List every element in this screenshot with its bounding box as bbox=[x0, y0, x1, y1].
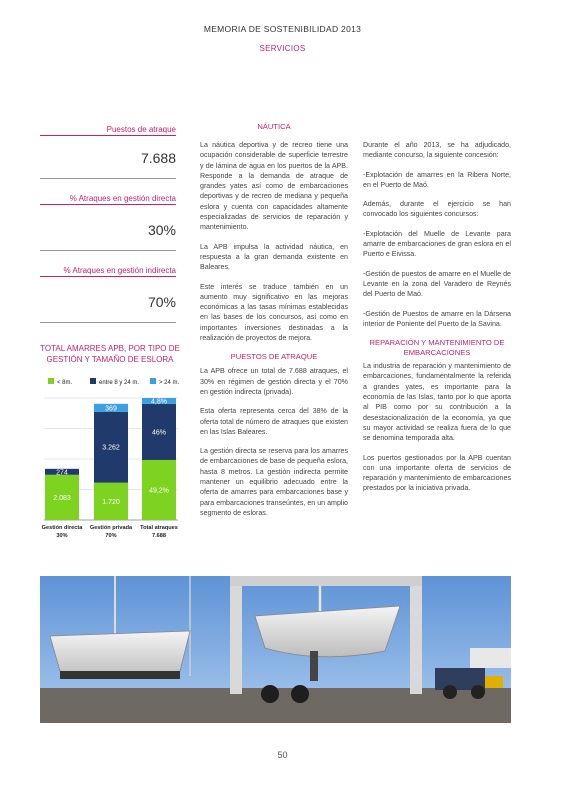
paragraph: -Explotación de amarres en la Ribera Norte, en el Puerto de Maó. bbox=[363, 170, 511, 189]
data-label: 369 bbox=[105, 405, 117, 413]
travel-lift-post bbox=[230, 576, 242, 694]
column-nautica bbox=[200, 122, 348, 527]
chart-svg bbox=[40, 370, 180, 545]
paragraph: -Gestión de puestos de amarre en el Muelle de Levante en la zona del Varadero de Reynés del Puerto de Maó. bbox=[363, 269, 511, 299]
legend-label: entre 8 y 24 m. bbox=[99, 380, 140, 386]
legend-swatch bbox=[150, 378, 156, 384]
category-label: Gestión privada bbox=[89, 525, 133, 531]
heading-puestos-atraque: PUESTOS DE ATRAQUE bbox=[230, 352, 318, 362]
boat-keel-left bbox=[60, 671, 180, 679]
stat-value-direct: 30% bbox=[147, 222, 176, 238]
paragraph: La industria de reparación y mantenimiento de embarcaciones, fundamentalmente la referida a grandes yates, es importante para la economía de las Islas, tanto por lo que aporta al PIB como por su contribución a la desestacionalización de la economía, ya que su mayor actividad se realiza fuera de lo que se denomina temporada alta. bbox=[363, 362, 511, 443]
paragraph: La náutica deportiva y de recreo tiene una ocupación considerable de superficie terrestre y de lámina de agua en los puertos de la APB. Responde a la demanda de atraque de grandes yates así como de embarcaciones deportivas y de recreo de mediana y pequeña eslora y cuenta con capacidades altamente especializadas de servicios de reparación y mantenimiento. bbox=[200, 141, 348, 232]
chart-title: TOTAL AMARRES APB, POR TIPO DE GESTIÓN Y TAMAÑO DE ESLORA bbox=[40, 344, 180, 364]
paragraph: Además, durante el ejercicio se han convocado los siguientes concursos: bbox=[363, 200, 511, 219]
wheel bbox=[291, 685, 309, 703]
paragraph: Durante el año 2013, se ha adjudicado, mediante concurso, la siguiente concesión: bbox=[363, 141, 511, 160]
paragraph: La APB impulsa la actividad náutica, en respuesta a la gran demanda existente en Baleares. bbox=[200, 242, 348, 272]
paragraph: -Explotación del Muelle de Levante para amarre de embarcaciones de gran eslora en el Puerto e Eivissa. bbox=[363, 229, 511, 259]
paragraph: Los puertos gestionados por la APB cuentan con una importante oferta de servicios de reparación y mantenimiento de embarcaciones prestados por la iniciativa privada. bbox=[363, 453, 511, 493]
legend-swatch bbox=[90, 378, 96, 384]
data-label: 46% bbox=[151, 429, 167, 437]
legend-swatch bbox=[48, 378, 54, 384]
data-label: 49,2% bbox=[149, 487, 169, 495]
paragraph: La APB ofrece un total de 7.688 atraques, el 30% en régimen de gestión directa y el 70% en gestión indirecta (privada). bbox=[200, 367, 348, 396]
legend-label: < 8m. bbox=[57, 380, 73, 386]
travel-lift-beam bbox=[230, 576, 422, 586]
forklift bbox=[485, 676, 503, 688]
boat-keel-right bbox=[310, 651, 318, 681]
travel-lift-post bbox=[410, 576, 422, 694]
wheel bbox=[471, 685, 485, 699]
category-label: 70% bbox=[105, 533, 117, 539]
stat-label-direct: % Atraques en gestión directa bbox=[40, 194, 176, 205]
heading-reparacion: REPARACIÓN Y MANTENIMIENTO DE EMBARCACIONES bbox=[369, 338, 505, 358]
heading-nautica: NÁUTICA bbox=[257, 122, 291, 131]
paragraph: Esta oferta representa cerca del 38% de la oferta total de número de atraques que existen en las Islas Baleares. bbox=[200, 407, 348, 436]
stat-label-berths: Puestos de atraque bbox=[40, 125, 176, 136]
category-label: 30% bbox=[56, 533, 68, 539]
category-label: 7.688 bbox=[152, 533, 166, 539]
boatyard-illustration bbox=[40, 576, 511, 723]
wheel bbox=[443, 685, 457, 699]
stat-divider bbox=[40, 322, 176, 323]
paragraph: -Gestión de Puestos de amarre en la Dársena interior de Poniente del Puerto de la Savina. bbox=[363, 309, 511, 328]
legend-label: > 24 m. bbox=[159, 380, 180, 386]
data-label: 274 bbox=[56, 469, 68, 477]
section-title: SERVICIOS bbox=[259, 44, 306, 53]
boatyard-photo bbox=[40, 576, 511, 723]
stat-value-indirect: 70% bbox=[147, 294, 176, 310]
data-label: 4,8% bbox=[151, 398, 167, 406]
wheel bbox=[261, 685, 279, 703]
category-label: Total atraques bbox=[140, 525, 178, 531]
stat-divider bbox=[40, 250, 176, 251]
data-label: 2.083 bbox=[53, 494, 71, 502]
column-concesiones bbox=[363, 140, 511, 503]
stacked-bar-chart bbox=[40, 370, 180, 545]
building bbox=[470, 648, 511, 668]
stat-label-indirect: % Atraques en gestión indirecta bbox=[40, 266, 176, 277]
data-label: 3.262 bbox=[102, 444, 120, 452]
category-label: Gestión directa bbox=[41, 525, 83, 531]
document-title: MEMORIA DE SOSTENIBILIDAD 2013 bbox=[203, 24, 362, 34]
paragraph: La gestión directa se reserva para los amarres de embarcaciones de base de pequeña eslora, hasta 8 metros. La gestión indirecta permite mantener un equilibrio adecuado entre la oferta de amarres para embarcaciones base y para embarcaciones transeúntes, en un amplio segmento de esloras. bbox=[200, 447, 348, 517]
data-label: 1.720 bbox=[102, 498, 120, 506]
stat-divider bbox=[40, 178, 176, 179]
page-number: 50 bbox=[277, 750, 288, 760]
stat-value-berths: 7.688 bbox=[140, 150, 176, 166]
paragraph: Este interés se traduce también en un aumento muy significativo en las mejoras económicas a las tasas mínimas establecidas en las bases de los concursos, así como en importantes inversiones destinadas a la realización de proyectos de mejora. bbox=[200, 282, 348, 343]
